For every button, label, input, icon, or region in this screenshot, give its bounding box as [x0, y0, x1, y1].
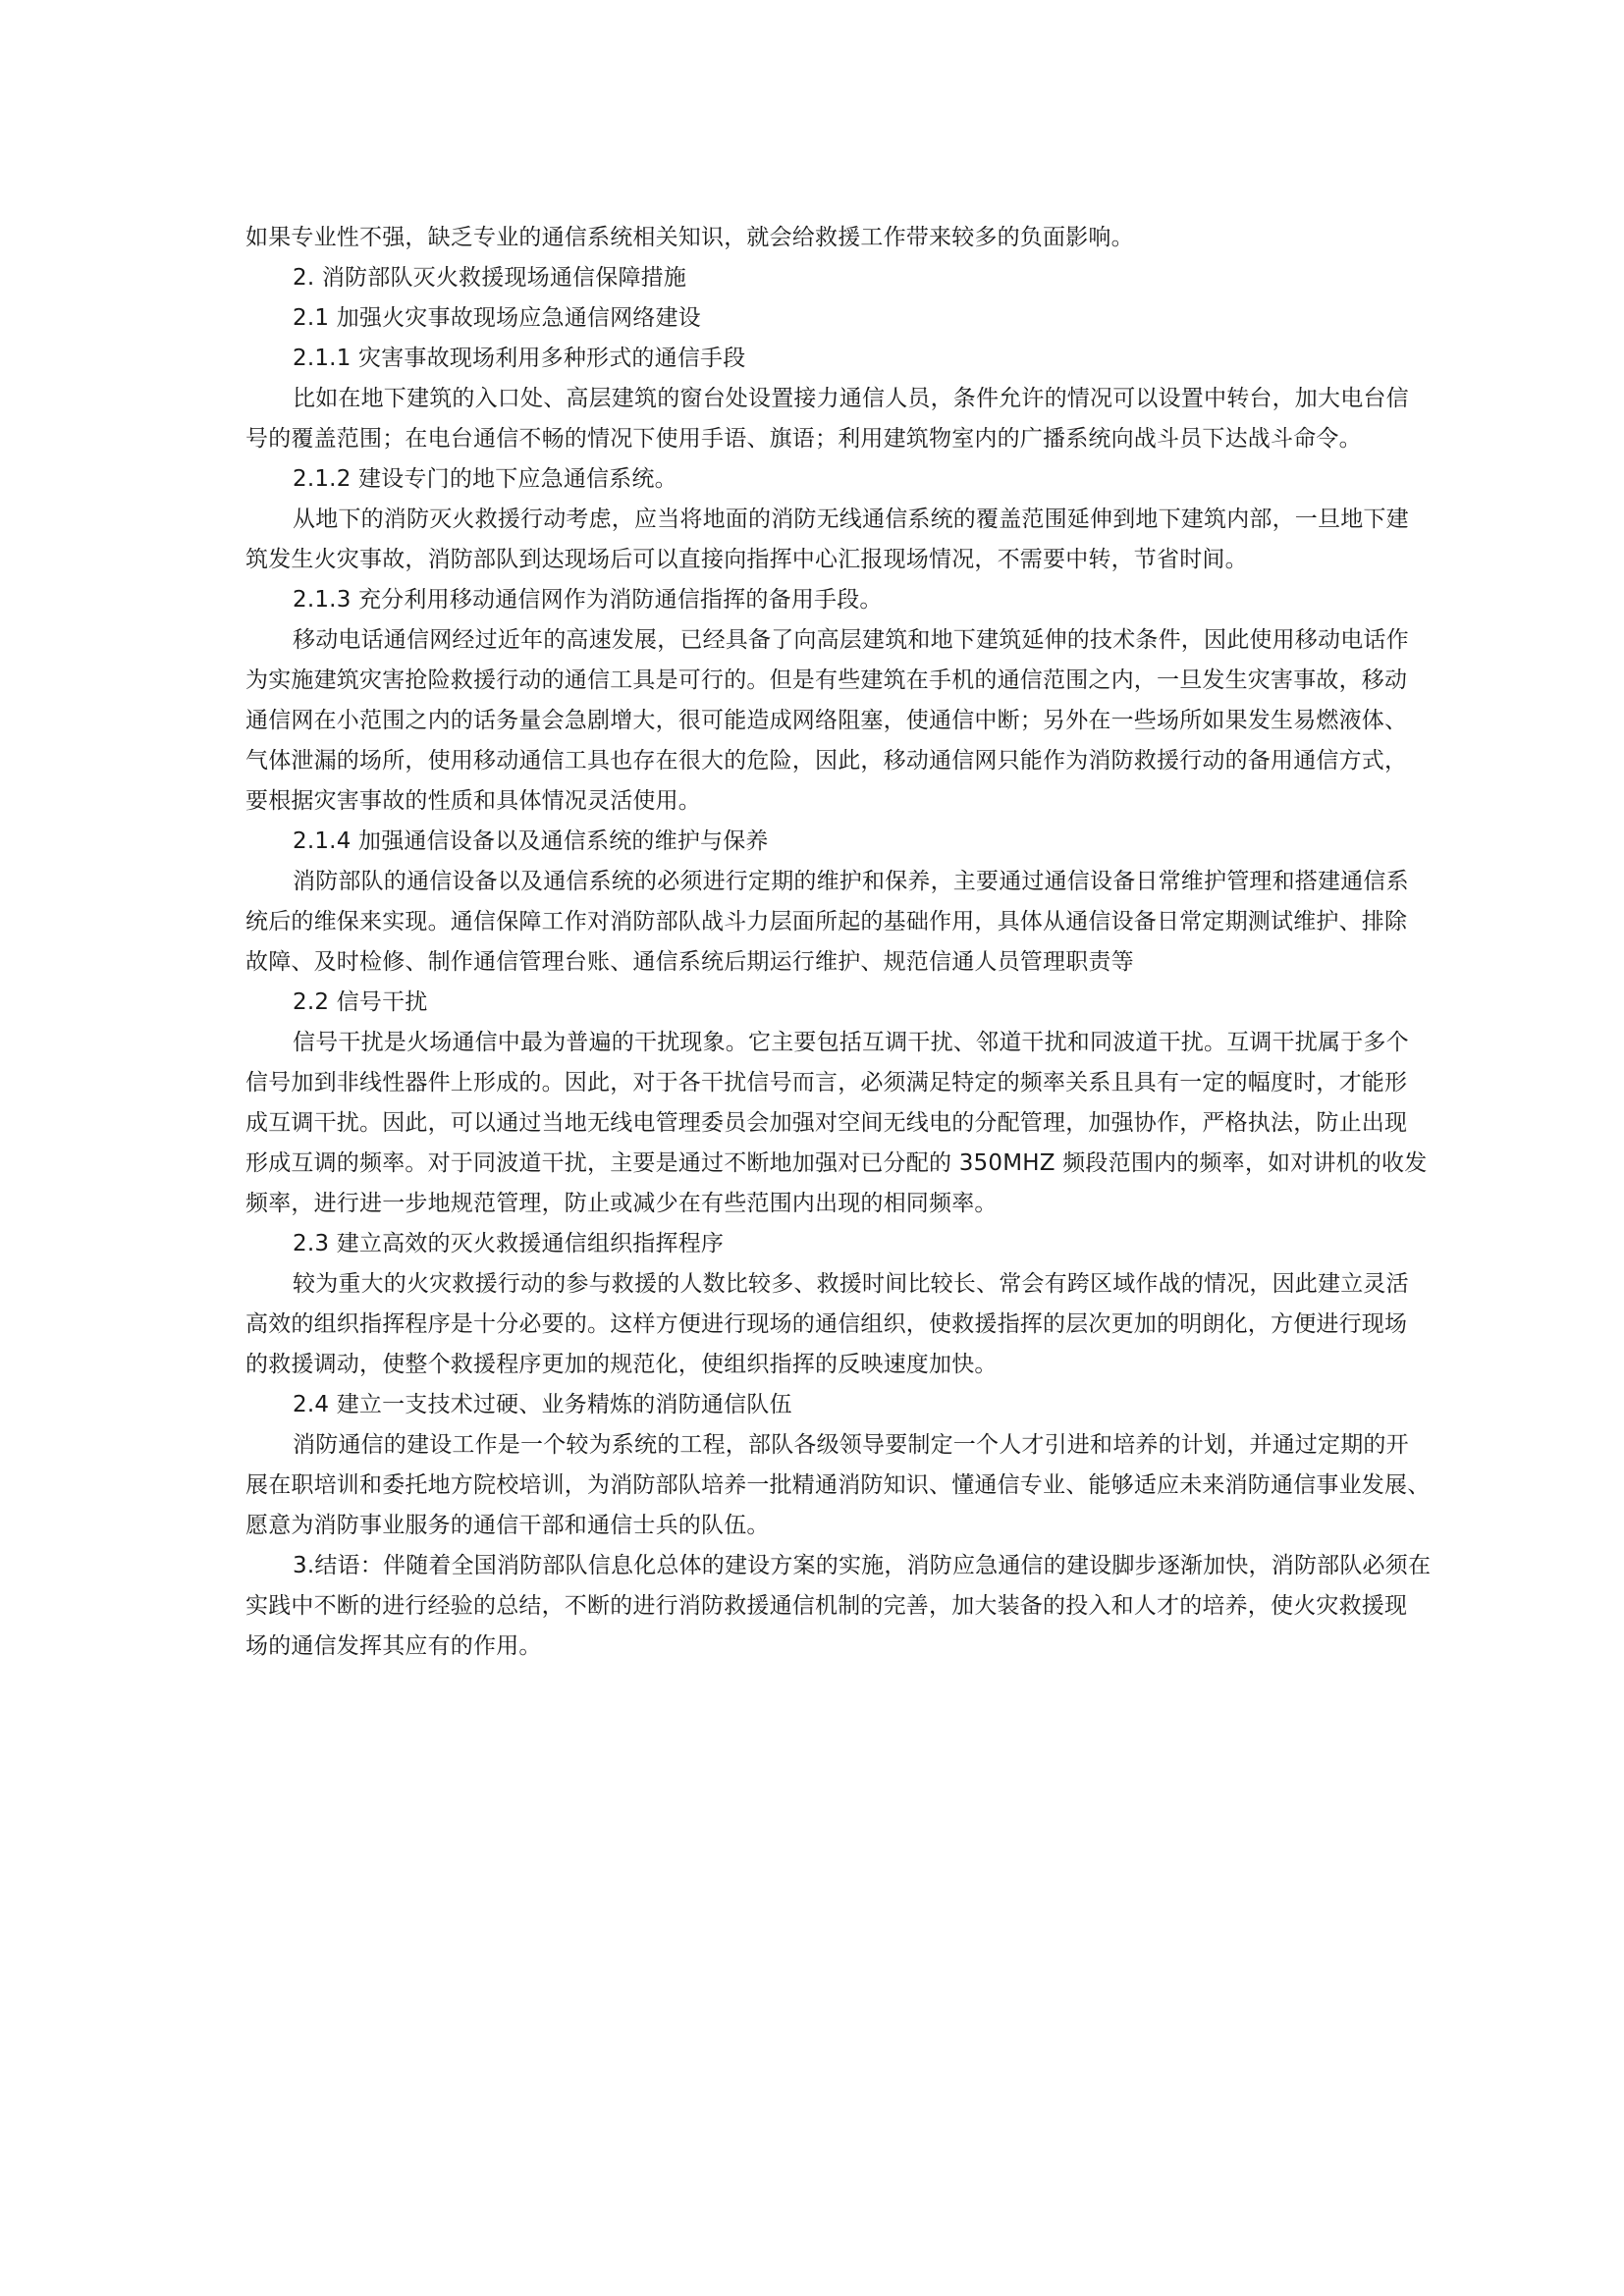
body-text-line: 愿意为消防事业服务的通信干部和通信士兵的队伍。	[245, 1513, 770, 1538]
body-text-line: 气体泄漏的场所，使用移动通信工具也存在很大的危险，因此，移动通信网只能作为消防救援行动的备用通信方式，	[245, 748, 1408, 774]
conclusion-first-line: 3.结语：伴随着全国消防部队信息化总体的建设方案的实施，消防应急通信的建设脚步逐渐加快，消防部队必须在	[293, 1553, 1432, 1578]
body-text-line: 通信网在小范围之内的话务量会急剧增大，很可能造成网络阻塞，使通信中断；另外在一些场所如果发生易燃液体、	[245, 708, 1408, 733]
body-text-line: 实践中不断的进行经验的总结，不断的进行消防救援通信机制的完善，加大装备的投入和人才的培养，使火灾救援现	[245, 1593, 1408, 1619]
body-text-line: 筑发生火灾事故，消防部队到达现场后可以直接向指挥中心汇报现场情况，不需要中转，节省时间。	[245, 547, 1248, 572]
document-body	[245, 218, 1432, 1667]
paragraph-first-line: 较为重大的火灾救援行动的参与救援的人数比较多、救援时间比较长、常会有跨区域作战的情况，因此建立灵活	[293, 1271, 1409, 1297]
body-text-line: 高效的组织指挥程序是十分必要的。这样方便进行现场的通信组织，使救援指挥的层次更加的明朗化，方便进行现场	[245, 1311, 1408, 1337]
paragraph-first-line: 移动电话通信网经过近年的高速发展，已经具备了向高层建筑和地下建筑延伸的技术条件，因此使用移动电话作	[293, 627, 1409, 653]
body-text-line: 展在职培训和委托地方院校培训，为消防部队培养一批精通消防知识、懂通信专业、能够适应未来消防通信事业发展、	[245, 1472, 1431, 1498]
paragraph-first-line: 比如在地下建筑的入口处、高层建筑的窗台处设置接力通信人员，条件允许的情况可以设置中转台，加大电台信	[293, 386, 1409, 411]
body-text-line: 统后的维保来实现。通信保障工作对消防部队战斗力层面所起的基础作用，具体从通信设备日常定期测试维护、排除	[245, 909, 1408, 934]
body-text-line: 的救援调动，使整个救援程序更加的规范化，使组织指挥的反映速度加快。	[245, 1352, 998, 1377]
subsubsection-heading: 2.1.3 充分利用移动通信网作为消防通信指挥的备用手段。	[293, 587, 883, 613]
subsection-heading: 2.3 建立高效的灭火救援通信组织指挥程序	[293, 1231, 725, 1256]
body-text-line: 成互调干扰。因此，可以通过当地无线电管理委员会加强对空间无线电的分配管理，加强协作，严格执法，防止出现	[245, 1110, 1408, 1136]
subsection-heading: 2.2 信号干扰	[293, 989, 428, 1015]
section-heading: 2. 消防部队灭火救援现场通信保障措施	[293, 265, 687, 291]
body-text-line: 号的覆盖范围；在电台通信不畅的情况下使用手语、旗语；利用建筑物室内的广播系统向战斗员下达战斗命令。	[245, 426, 1362, 452]
body-text-line: 如果专业性不强，缺乏专业的通信系统相关知识，就会给救援工作带来较多的负面影响。	[245, 225, 1134, 250]
subsubsection-heading: 2.1.1 灾害事故现场利用多种形式的通信手段	[293, 346, 746, 371]
body-text-line: 形成互调的频率。对于同波道干扰，主要是通过不断地加强对已分配的 350MHZ 频段范围内的频率，如对讲机的收发	[245, 1150, 1428, 1176]
body-text-line: 要根据灾害事故的性质和具体情况灵活使用。	[245, 788, 701, 814]
body-text-line: 频率，进行进一步地规范管理，防止或减少在有些范围内出现的相同频率。	[245, 1191, 998, 1216]
subsubsection-heading: 2.1.4 加强通信设备以及通信系统的维护与保养	[293, 828, 769, 854]
body-text-line: 故障、及时检修、制作通信管理台账、通信系统后期运行维护、规范信通人员管理职责等	[245, 949, 1134, 975]
subsubsection-heading: 2.1.2 建设专门的地下应急通信系统。	[293, 466, 677, 492]
paragraph-first-line: 信号干扰是火场通信中最为普遍的干扰现象。它主要包括互调干扰、邻道干扰和同波道干扰。互调干扰属于多个	[293, 1030, 1409, 1055]
paragraph-first-line: 消防部队的通信设备以及通信系统的必须进行定期的维护和保养，主要通过通信设备日常维护管理和搭建通信系	[293, 869, 1409, 894]
body-text-line: 场的通信发挥其应有的作用。	[245, 1633, 542, 1659]
subsection-heading: 2.1 加强火灾事故现场应急通信网络建设	[293, 305, 701, 331]
body-text-line: 为实施建筑灾害抢险救援行动的通信工具是可行的。但是有些建筑在手机的通信范围之内，一旦发生灾害事故，移动	[245, 667, 1408, 693]
paragraph-first-line: 从地下的消防灭火救援行动考虑，应当将地面的消防无线通信系统的覆盖范围延伸到地下建筑内部，一旦地下建	[293, 507, 1409, 532]
body-text-line: 信号加到非线性器件上形成的。因此，对于各干扰信号而言，必须满足特定的频率关系且具有一定的幅度时，才能形	[245, 1070, 1408, 1095]
paragraph-first-line: 消防通信的建设工作是一个较为系统的工程，部队各级领导要制定一个人才引进和培养的计划，并通过定期的开	[293, 1432, 1409, 1458]
subsection-heading: 2.4 建立一支技术过硬、业务精炼的消防通信队伍	[293, 1392, 792, 1417]
